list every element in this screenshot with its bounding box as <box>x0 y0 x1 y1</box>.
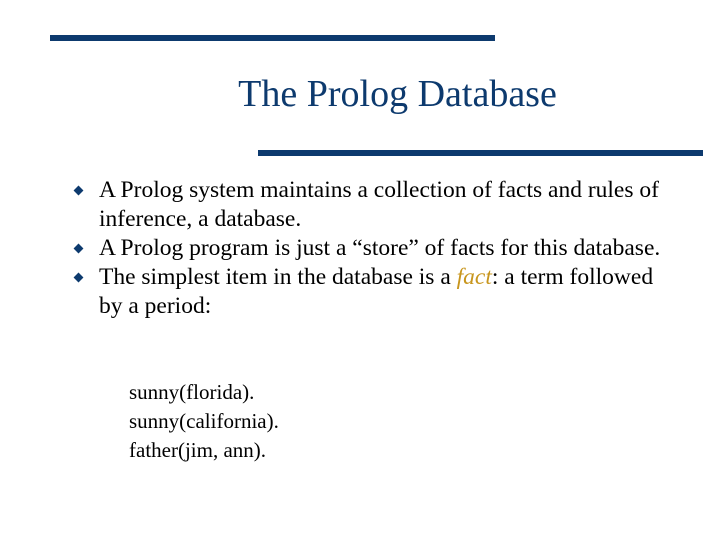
bullet-text: A Prolog program is just a “store” of facts for this database. <box>99 235 661 261</box>
top-rule <box>50 35 495 41</box>
bullet-text: A Prolog system maintains a collection of facts and rules of inference, a database. <box>99 177 659 232</box>
bottom-rule <box>258 150 703 156</box>
bullet-item <box>75 234 675 263</box>
code-line: sunny(florida). <box>129 380 255 404</box>
slide-title: The Prolog Database <box>238 73 557 115</box>
bullet-item <box>75 176 675 234</box>
bullet-list <box>75 176 675 321</box>
fact-term-highlight: fact <box>456 264 492 290</box>
bullet-item <box>75 263 675 321</box>
code-line: father(jim, ann). <box>129 438 267 462</box>
code-example <box>129 378 279 465</box>
bullet-text-suffix: : a term followed by a period: <box>99 264 654 319</box>
bullet-text-prefix: The simplest item in the database is a <box>99 264 457 290</box>
diamond-bullet-icon <box>74 273 84 283</box>
code-line: sunny(california). <box>129 409 279 433</box>
diamond-bullet-icon <box>74 244 84 254</box>
diamond-bullet-icon <box>74 186 84 196</box>
